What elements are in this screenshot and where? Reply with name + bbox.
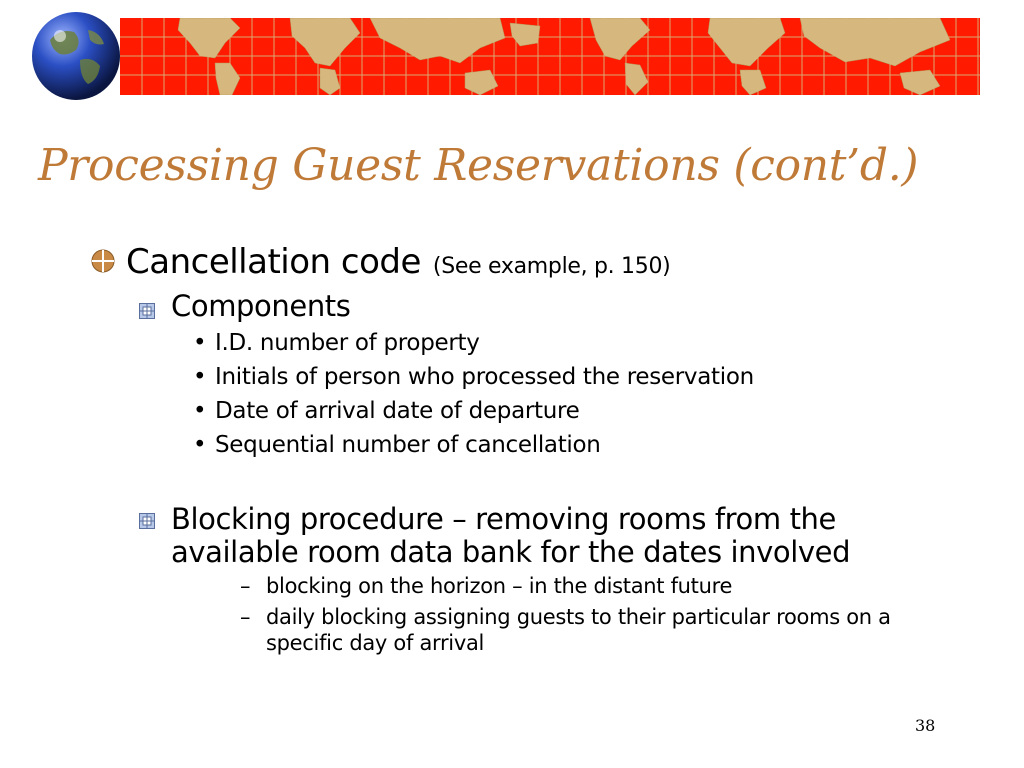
compass-bullet-icon [90, 248, 116, 274]
list-item [240, 573, 966, 599]
bullet-dot: • [193, 330, 207, 356]
list-item-text: Sequential number of cancellation [215, 432, 601, 458]
bullet-dot: • [193, 398, 207, 424]
list-item-text: blocking on the horizon – in the distant future [266, 574, 733, 598]
slide-title: Processing Guest Reservations (cont’d.) [38, 140, 919, 191]
bullet-dot: • [193, 432, 207, 458]
grid-bullet-icon [139, 303, 155, 319]
cancellation-code-item [126, 242, 670, 282]
grid-bullet-icon [139, 513, 155, 529]
bullet-dash: – [240, 574, 251, 598]
list-item-text: Date of arrival date of departure [215, 398, 580, 424]
list-item [193, 398, 580, 424]
blocking-procedure-line1: Blocking procedure – removing rooms from the [171, 502, 836, 536]
list-item [193, 330, 480, 356]
list-item-text: Initials of person who processed the reservation [215, 364, 754, 390]
list-item-text: I.D. number of property [215, 330, 480, 356]
list-item [240, 604, 946, 656]
page-number: 38 [915, 716, 936, 735]
components-heading: Components [171, 289, 351, 323]
list-item [193, 432, 601, 458]
list-item [193, 364, 754, 390]
bullet-dash: – [240, 605, 251, 629]
bullet-dot: • [193, 364, 207, 390]
list-item-text: daily blocking assigning guests to their particular rooms on a specific day of arrival [266, 605, 891, 655]
cancellation-code-label: Cancellation code [126, 242, 421, 282]
cancellation-code-note: (See example, p. 150) [432, 254, 671, 279]
blocking-procedure-line2: available room data bank for the dates involved [171, 535, 851, 569]
